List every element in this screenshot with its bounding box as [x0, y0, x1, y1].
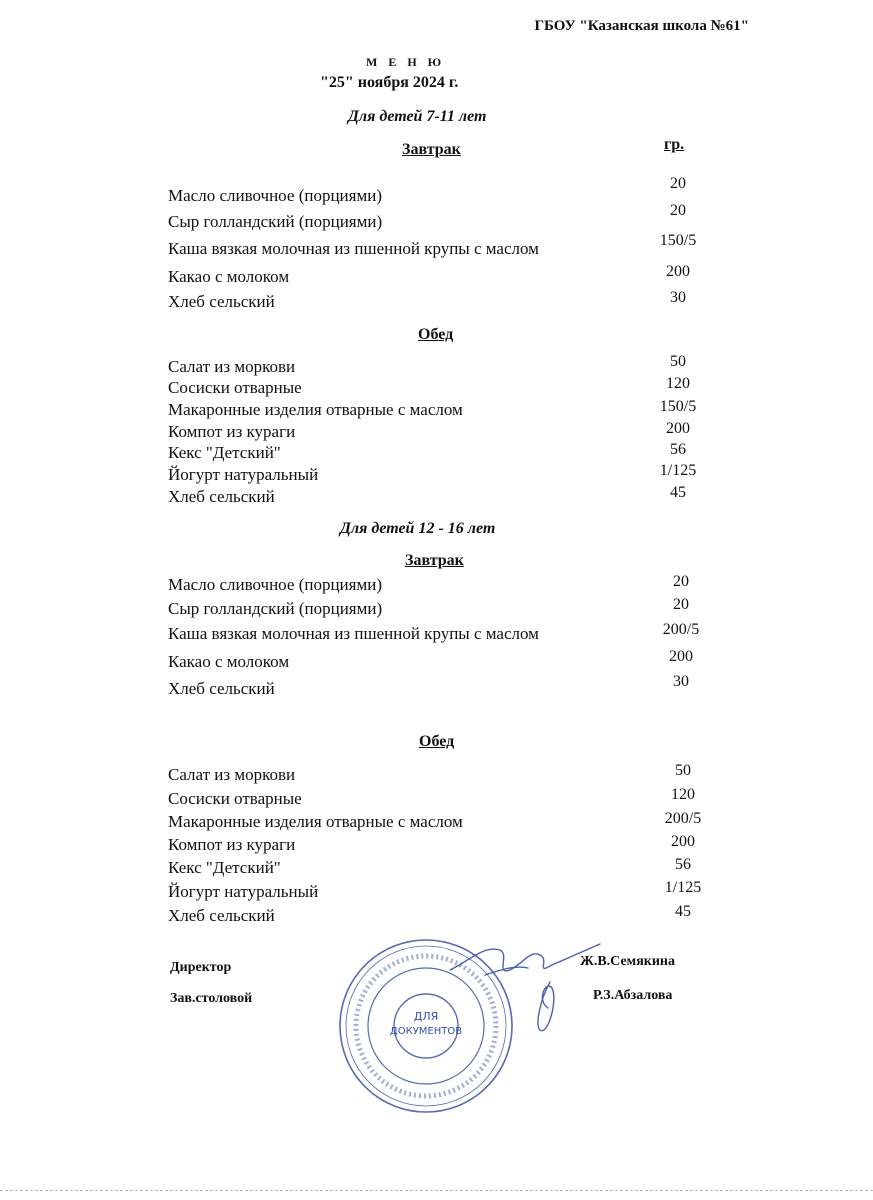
group1-lunch-title: Обед	[418, 326, 454, 343]
school-name: ГБОУ "Казанская школа №61"	[534, 18, 749, 34]
menu-item-name: Хлеб сельский	[168, 906, 275, 925]
menu-item-name: Кекс "Детский"	[168, 858, 281, 877]
menu-item-qty: 30	[670, 289, 686, 306]
group2-breakfast-title: Завтрак	[405, 552, 464, 569]
menu-item-qty: 20	[670, 175, 686, 192]
menu-item-qty: 56	[675, 856, 691, 873]
menu-item-qty: 200	[669, 648, 693, 665]
menu-item-qty: 20	[673, 573, 689, 590]
menu-item-name: Сосиски отварные	[168, 789, 302, 808]
menu-item-qty: 45	[675, 903, 691, 920]
menu-item-name: Какао с молоком	[168, 267, 290, 286]
menu-item-qty: 20	[670, 202, 686, 219]
menu-item-qty: 200	[666, 263, 690, 280]
menu-item-name: Макаронные изделия отварные с маслом	[168, 812, 463, 831]
menu-item-qty: 56	[670, 441, 686, 458]
menu-item-name: Макаронные изделия отварные с маслом	[168, 400, 463, 419]
menu-item-name: Кекс "Детский"	[168, 443, 281, 462]
menu-item-name: Компот из кураги	[168, 422, 296, 441]
canteen-head-role: Зав.столовой	[170, 991, 253, 1006]
menu-item-name: Хлеб сельский	[168, 679, 275, 698]
handwritten-signature	[440, 930, 610, 1050]
menu-item-qty: 150/5	[659, 398, 697, 415]
menu-item-name: Каша вязкая молочная из пшенной крупы с маслом	[168, 624, 539, 643]
stamp-text-line-2: ДОКУМЕНТОВ	[389, 1026, 463, 1037]
menu-item-qty: 30	[673, 673, 689, 690]
menu-item-qty: 200/5	[664, 810, 702, 827]
menu-date: "25" ноября 2024 г.	[320, 74, 459, 91]
group1-breakfast-title: Завтрак	[402, 141, 461, 158]
menu-item-name: Масло сливочное (порциями)	[168, 186, 382, 205]
menu-item-qty: 50	[675, 762, 691, 779]
menu-item-name: Хлеб сельский	[168, 292, 275, 311]
menu-item-name: Каша вязкая молочная из пшенной крупы с маслом	[168, 239, 539, 258]
menu-item-qty: 200	[671, 833, 695, 850]
group2-title: Для детей 12 - 16 лет	[340, 520, 496, 537]
menu-item-qty: 200/5	[662, 621, 700, 638]
menu-item-name: Йогурт натуральный	[168, 465, 319, 484]
menu-item-qty: 20	[673, 596, 689, 613]
menu-item-name: Хлеб сельский	[168, 487, 275, 506]
menu-item-name: Сосиски отварные	[168, 378, 302, 397]
group1-title: Для детей 7-11 лет	[348, 108, 487, 125]
menu-item-qty: 200	[666, 420, 690, 437]
menu-item-qty: 120	[671, 786, 695, 803]
page-edge-line	[0, 1190, 873, 1192]
director-name: Ж.В.Семякина	[580, 954, 675, 969]
menu-item-name: Какао с молоком	[168, 652, 290, 671]
menu-item-qty: 120	[666, 375, 690, 392]
menu-item-name: Йогурт натуральный	[168, 882, 319, 901]
grams-column-header: гр.	[664, 136, 685, 153]
director-role: Директор	[170, 960, 232, 975]
menu-item-name: Салат из моркови	[168, 765, 296, 784]
menu-item-name: Сыр голландский (порциями)	[168, 212, 383, 231]
menu-item-name: Масло сливочное (порциями)	[168, 575, 382, 594]
menu-item-name: Компот из кураги	[168, 835, 296, 854]
menu-item-qty: 45	[670, 484, 686, 501]
menu-title: М Е Н Ю	[366, 55, 446, 69]
menu-item-qty: 1/125	[664, 879, 702, 896]
menu-item-qty: 1/125	[659, 462, 697, 479]
menu-item-qty: 50	[670, 353, 686, 370]
menu-item-name: Сыр голландский (порциями)	[168, 599, 383, 618]
menu-item-qty: 150/5	[659, 232, 697, 249]
stamp-text-line-1: ДЛЯ	[413, 1010, 439, 1023]
menu-item-name: Салат из моркови	[168, 357, 296, 376]
canteen-head-name: Р.З.Абзалова	[593, 988, 673, 1003]
group2-lunch-title: Обед	[419, 733, 455, 750]
